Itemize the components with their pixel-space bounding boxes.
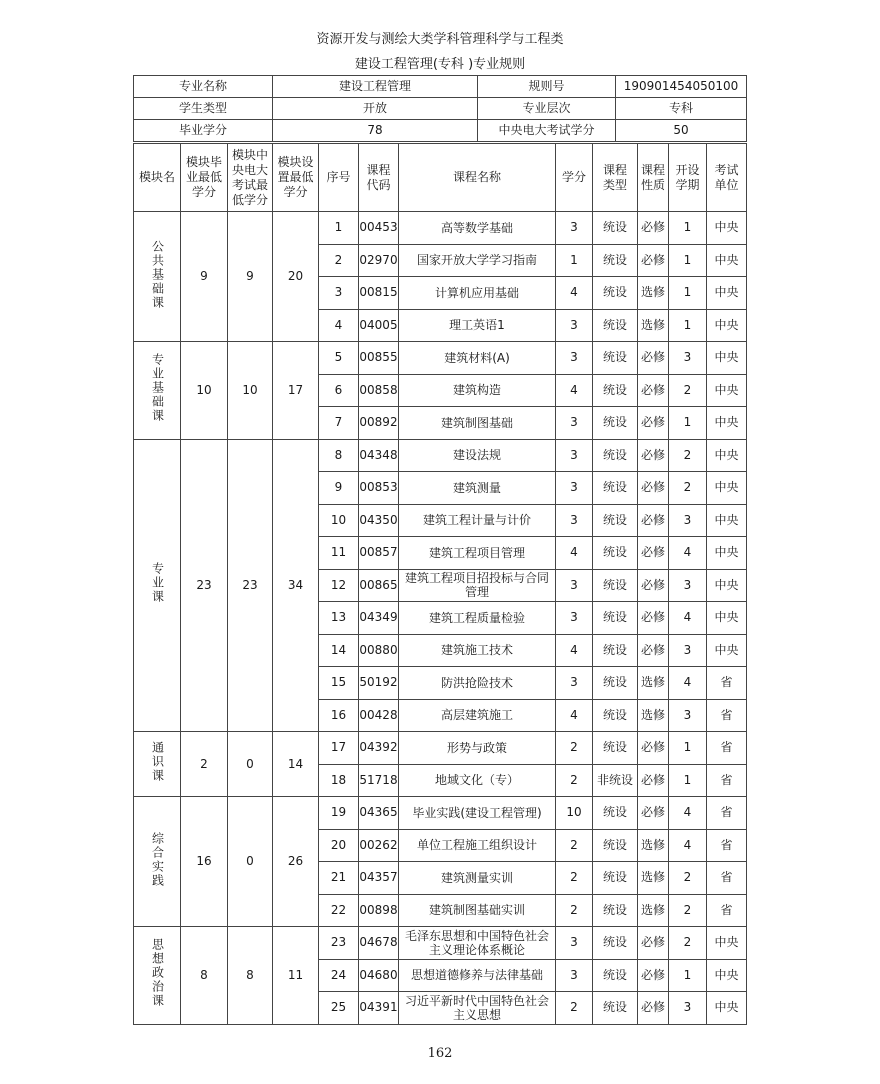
course-credits: 2 [556, 829, 593, 862]
module-grad-min: 23 [181, 439, 228, 732]
course-exam-unit: 中央 [707, 407, 747, 440]
module-set-min: 14 [273, 732, 319, 797]
course-type: 统设 [593, 797, 638, 830]
module-name: 专业课 [150, 562, 165, 605]
course-type: 统设 [593, 634, 638, 667]
table-row [134, 797, 747, 830]
major-info-table [133, 75, 747, 142]
module-central-min: 10 [228, 342, 273, 440]
course-code: 00880 [359, 634, 399, 667]
module-name-cell [134, 927, 181, 1025]
col-header-code-text: 课程代码 [366, 162, 391, 192]
course-seq: 16 [319, 699, 359, 732]
course-code: 00865 [359, 569, 399, 602]
course-term: 3 [669, 699, 707, 732]
course-type: 统设 [593, 212, 638, 245]
course-seq: 19 [319, 797, 359, 830]
course-term: 2 [669, 439, 707, 472]
student-type-label: 学生类型 [134, 98, 273, 120]
course-exam-unit: 中央 [707, 927, 747, 960]
course-term: 1 [669, 309, 707, 342]
course-name: 单位工程施工组织设计 [399, 829, 556, 862]
course-seq: 6 [319, 374, 359, 407]
course-nature: 必修 [638, 472, 669, 505]
course-exam-unit: 中央 [707, 439, 747, 472]
col-header-credits: 学分 [556, 144, 593, 212]
course-credits: 4 [556, 699, 593, 732]
course-term: 1 [669, 407, 707, 440]
table-row [134, 342, 747, 375]
page-number: 162 [427, 1046, 453, 1061]
course-seq: 13 [319, 602, 359, 635]
course-term: 3 [669, 992, 707, 1025]
course-credits: 4 [556, 634, 593, 667]
course-type: 统设 [593, 374, 638, 407]
col-header-exam-unit [707, 144, 747, 212]
course-nature: 必修 [638, 764, 669, 797]
course-nature: 必修 [638, 602, 669, 635]
course-term: 2 [669, 374, 707, 407]
course-seq: 12 [319, 569, 359, 602]
col-header-term [669, 144, 707, 212]
col-header-module-grad-min [181, 144, 228, 212]
course-exam-unit: 省 [707, 699, 747, 732]
course-type: 统设 [593, 244, 638, 277]
col-header-module-set-min-text: 模块设置最低学分 [277, 155, 314, 199]
course-type: 统设 [593, 667, 638, 700]
course-type: 统设 [593, 277, 638, 310]
course-exam-unit: 省 [707, 829, 747, 862]
course-nature: 必修 [638, 244, 669, 277]
course-credits: 10 [556, 797, 593, 830]
course-code: 00898 [359, 894, 399, 927]
rule-no-label: 规则号 [478, 76, 616, 98]
course-code: 00262 [359, 829, 399, 862]
course-type: 统设 [593, 992, 638, 1025]
course-seq: 8 [319, 439, 359, 472]
course-name: 防洪抢险技术 [399, 667, 556, 700]
course-type: 统设 [593, 699, 638, 732]
col-header-module: 模块名 [134, 144, 181, 212]
course-seq: 20 [319, 829, 359, 862]
course-nature: 选修 [638, 667, 669, 700]
central-exam-credits-value: 50 [616, 120, 747, 142]
module-name-cell [134, 212, 181, 342]
table-row [134, 439, 747, 472]
table-row [134, 927, 747, 960]
course-code: 04005 [359, 309, 399, 342]
course-code: 04349 [359, 602, 399, 635]
course-nature: 选修 [638, 829, 669, 862]
course-seq: 11 [319, 537, 359, 570]
course-credits: 1 [556, 244, 593, 277]
course-term: 1 [669, 732, 707, 765]
course-name: 建筑测量 [399, 472, 556, 505]
table-row [134, 732, 747, 765]
course-term: 3 [669, 569, 707, 602]
course-name: 国家开放大学学习指南 [399, 244, 556, 277]
course-exam-unit: 中央 [707, 959, 747, 992]
course-exam-unit: 中央 [707, 342, 747, 375]
course-exam-unit: 中央 [707, 602, 747, 635]
course-type: 统设 [593, 862, 638, 895]
level-label: 专业层次 [478, 98, 616, 120]
course-code: 00853 [359, 472, 399, 505]
module-name: 通识课 [150, 741, 165, 783]
course-code: 00428 [359, 699, 399, 732]
course-term: 4 [669, 667, 707, 700]
course-code: 00892 [359, 407, 399, 440]
course-credits: 2 [556, 764, 593, 797]
course-term: 3 [669, 342, 707, 375]
course-seq: 9 [319, 472, 359, 505]
course-credits: 2 [556, 894, 593, 927]
col-header-nature-text: 课程性质 [640, 162, 665, 192]
module-name: 综合实践 [150, 831, 165, 888]
course-seq: 3 [319, 277, 359, 310]
module-central-min: 0 [228, 732, 273, 797]
course-code: 50192 [359, 667, 399, 700]
col-header-name: 课程名称 [399, 144, 556, 212]
col-header-code [359, 144, 399, 212]
course-seq: 5 [319, 342, 359, 375]
course-term: 1 [669, 764, 707, 797]
course-code: 00815 [359, 277, 399, 310]
document-title: 资源开发与测绘大类学科管理科学与工程类 [316, 32, 564, 47]
course-credits: 3 [556, 212, 593, 245]
course-seq: 10 [319, 504, 359, 537]
course-nature: 选修 [638, 309, 669, 342]
course-exam-unit: 中央 [707, 569, 747, 602]
course-term: 1 [669, 244, 707, 277]
rule-no-value: 190901454050100 [616, 76, 747, 98]
course-name: 地域文化（专） [399, 764, 556, 797]
module-name: 专业基础课 [150, 353, 165, 424]
course-term: 3 [669, 504, 707, 537]
module-grad-min: 2 [181, 732, 228, 797]
course-credits: 3 [556, 569, 593, 602]
course-nature: 必修 [638, 927, 669, 960]
course-nature: 必修 [638, 504, 669, 537]
course-name: 建筑工程质量检验 [399, 602, 556, 635]
course-exam-unit: 中央 [707, 634, 747, 667]
course-code: 00855 [359, 342, 399, 375]
grad-credits-value: 78 [273, 120, 478, 142]
course-type: 统设 [593, 829, 638, 862]
course-credits: 3 [556, 407, 593, 440]
module-central-min: 23 [228, 439, 273, 732]
course-type: 统设 [593, 894, 638, 927]
course-seq: 23 [319, 927, 359, 960]
course-nature: 选修 [638, 894, 669, 927]
course-type: 统设 [593, 407, 638, 440]
course-exam-unit: 省 [707, 764, 747, 797]
course-code: 00858 [359, 374, 399, 407]
course-credits: 4 [556, 277, 593, 310]
course-code: 04392 [359, 732, 399, 765]
course-nature: 必修 [638, 797, 669, 830]
course-name-text: 习近平新时代中国特色社会主义思想 [404, 993, 549, 1022]
course-name: 高等数学基础 [399, 212, 556, 245]
course-term: 4 [669, 537, 707, 570]
course-nature: 必修 [638, 959, 669, 992]
student-type-value: 开放 [273, 98, 478, 120]
course-credits: 3 [556, 927, 593, 960]
course-term: 1 [669, 277, 707, 310]
module-grad-min: 10 [181, 342, 228, 440]
course-credits: 2 [556, 732, 593, 765]
course-name [399, 927, 556, 960]
module-grad-min: 8 [181, 927, 228, 1025]
course-nature: 选修 [638, 277, 669, 310]
course-credits: 2 [556, 992, 593, 1025]
course-credits: 3 [556, 309, 593, 342]
course-term: 4 [669, 797, 707, 830]
course-seq: 1 [319, 212, 359, 245]
col-header-module-grad-min-text: 模块毕业最低学分 [186, 155, 223, 199]
course-seq: 14 [319, 634, 359, 667]
course-term: 2 [669, 862, 707, 895]
course-name: 建筑施工技术 [399, 634, 556, 667]
info-row-major [134, 76, 747, 98]
course-term: 2 [669, 894, 707, 927]
col-header-nature [638, 144, 669, 212]
course-credits: 4 [556, 537, 593, 570]
course-exam-unit: 省 [707, 862, 747, 895]
course-seq: 4 [319, 309, 359, 342]
course-code: 04357 [359, 862, 399, 895]
course-type: 统设 [593, 732, 638, 765]
central-exam-credits-label: 中央电大考试学分 [478, 120, 616, 142]
col-header-term-text: 开设学期 [675, 162, 700, 192]
course-type: 统设 [593, 959, 638, 992]
course-exam-unit: 省 [707, 732, 747, 765]
course-code: 04350 [359, 504, 399, 537]
course-credits: 3 [556, 504, 593, 537]
info-row-type [134, 98, 747, 120]
course-exam-unit: 省 [707, 894, 747, 927]
course-credits: 3 [556, 667, 593, 700]
course-term: 4 [669, 602, 707, 635]
course-type: 统设 [593, 342, 638, 375]
course-seq: 2 [319, 244, 359, 277]
course-name: 建设法规 [399, 439, 556, 472]
course-code: 04680 [359, 959, 399, 992]
module-set-min: 26 [273, 797, 319, 927]
document-subtitle: 建设工程管理(专科 )专业规则 [354, 57, 526, 72]
course-code: 00453 [359, 212, 399, 245]
course-credits: 3 [556, 602, 593, 635]
course-seq: 25 [319, 992, 359, 1025]
course-name: 高层建筑施工 [399, 699, 556, 732]
grad-credits-label: 毕业学分 [134, 120, 273, 142]
course-nature: 必修 [638, 537, 669, 570]
course-name: 思想道德修养与法律基础 [399, 959, 556, 992]
course-term: 4 [669, 829, 707, 862]
course-credits: 3 [556, 959, 593, 992]
module-name: 公共基础课 [150, 239, 165, 310]
col-header-module-central-min-text: 模块中央电大考试最低学分 [232, 147, 269, 207]
course-exam-unit: 中央 [707, 472, 747, 505]
course-seq: 18 [319, 764, 359, 797]
major-name-label: 专业名称 [134, 76, 273, 98]
course-credits: 2 [556, 862, 593, 895]
course-term: 2 [669, 472, 707, 505]
course-nature: 必修 [638, 342, 669, 375]
course-name: 计算机应用基础 [399, 277, 556, 310]
course-term: 3 [669, 634, 707, 667]
course-seq: 22 [319, 894, 359, 927]
course-name: 形势与政策 [399, 732, 556, 765]
course-type: 统设 [593, 439, 638, 472]
course-name: 建筑制图基础实训 [399, 894, 556, 927]
level-value: 专科 [616, 98, 747, 120]
col-header-type [593, 144, 638, 212]
course-code: 02970 [359, 244, 399, 277]
col-header-exam-unit-text: 考试单位 [714, 162, 739, 192]
course-table [133, 143, 747, 1025]
module-set-min: 17 [273, 342, 319, 440]
course-name: 建筑制图基础 [399, 407, 556, 440]
course-nature: 必修 [638, 634, 669, 667]
module-central-min: 0 [228, 797, 273, 927]
course-type: 非统设 [593, 764, 638, 797]
table-header-row [134, 144, 747, 212]
course-credits: 3 [556, 342, 593, 375]
course-name: 毕业实践(建设工程管理) [399, 797, 556, 830]
course-nature: 必修 [638, 407, 669, 440]
module-name-cell [134, 342, 181, 440]
course-exam-unit: 中央 [707, 537, 747, 570]
course-exam-unit: 中央 [707, 992, 747, 1025]
course-credits: 4 [556, 374, 593, 407]
col-header-module-set-min [273, 144, 319, 212]
course-seq: 15 [319, 667, 359, 700]
course-type: 统设 [593, 537, 638, 570]
module-set-min: 20 [273, 212, 319, 342]
course-term: 2 [669, 927, 707, 960]
course-exam-unit: 中央 [707, 374, 747, 407]
course-seq: 21 [319, 862, 359, 895]
course-type: 统设 [593, 504, 638, 537]
course-seq: 17 [319, 732, 359, 765]
course-code: 04391 [359, 992, 399, 1025]
table-row [134, 212, 747, 245]
module-name: 思想政治课 [150, 938, 165, 1009]
module-central-min: 9 [228, 212, 273, 342]
module-name-cell [134, 797, 181, 927]
course-type: 统设 [593, 472, 638, 505]
course-name: 建筑构造 [399, 374, 556, 407]
course-nature: 必修 [638, 992, 669, 1025]
course-nature: 必修 [638, 732, 669, 765]
module-name-cell [134, 732, 181, 797]
course-type: 统设 [593, 569, 638, 602]
course-code: 04348 [359, 439, 399, 472]
module-name-cell [134, 439, 181, 732]
course-code: 04678 [359, 927, 399, 960]
course-name-text: 毛泽东思想和中国特色社会主义理论体系概论 [404, 928, 549, 957]
course-name-text: 建筑工程项目招投标与合同管理 [404, 571, 549, 600]
col-header-type-text: 课程类型 [602, 162, 627, 192]
course-type: 统设 [593, 602, 638, 635]
course-code: 00857 [359, 537, 399, 570]
course-name: 建筑测量实训 [399, 862, 556, 895]
course-credits: 3 [556, 472, 593, 505]
course-nature: 必修 [638, 374, 669, 407]
course-nature: 必修 [638, 212, 669, 245]
course-exam-unit: 省 [707, 797, 747, 830]
info-row-credits [134, 120, 747, 142]
course-code: 51718 [359, 764, 399, 797]
module-set-min: 11 [273, 927, 319, 1025]
course-nature: 选修 [638, 862, 669, 895]
course-term: 1 [669, 959, 707, 992]
course-nature: 选修 [638, 699, 669, 732]
module-grad-min: 9 [181, 212, 228, 342]
course-code: 04365 [359, 797, 399, 830]
module-central-min: 8 [228, 927, 273, 1025]
course-seq: 24 [319, 959, 359, 992]
module-set-min: 34 [273, 439, 319, 732]
course-exam-unit: 省 [707, 667, 747, 700]
course-seq: 7 [319, 407, 359, 440]
course-name [399, 992, 556, 1025]
course-name: 理工英语1 [399, 309, 556, 342]
course-term: 1 [669, 212, 707, 245]
course-exam-unit: 中央 [707, 504, 747, 537]
course-exam-unit: 中央 [707, 244, 747, 277]
major-name-value: 建设工程管理 [273, 76, 478, 98]
course-type: 统设 [593, 309, 638, 342]
course-credits: 3 [556, 439, 593, 472]
course-type: 统设 [593, 927, 638, 960]
col-header-seq: 序号 [319, 144, 359, 212]
course-nature: 必修 [638, 439, 669, 472]
course-exam-unit: 中央 [707, 277, 747, 310]
course-nature: 必修 [638, 569, 669, 602]
course-name: 建筑工程项目管理 [399, 537, 556, 570]
course-name: 建筑材料(A) [399, 342, 556, 375]
course-exam-unit: 中央 [707, 212, 747, 245]
course-name [399, 569, 556, 602]
course-name: 建筑工程计量与计价 [399, 504, 556, 537]
col-header-module-central-min [228, 144, 273, 212]
module-grad-min: 16 [181, 797, 228, 927]
course-exam-unit: 中央 [707, 309, 747, 342]
